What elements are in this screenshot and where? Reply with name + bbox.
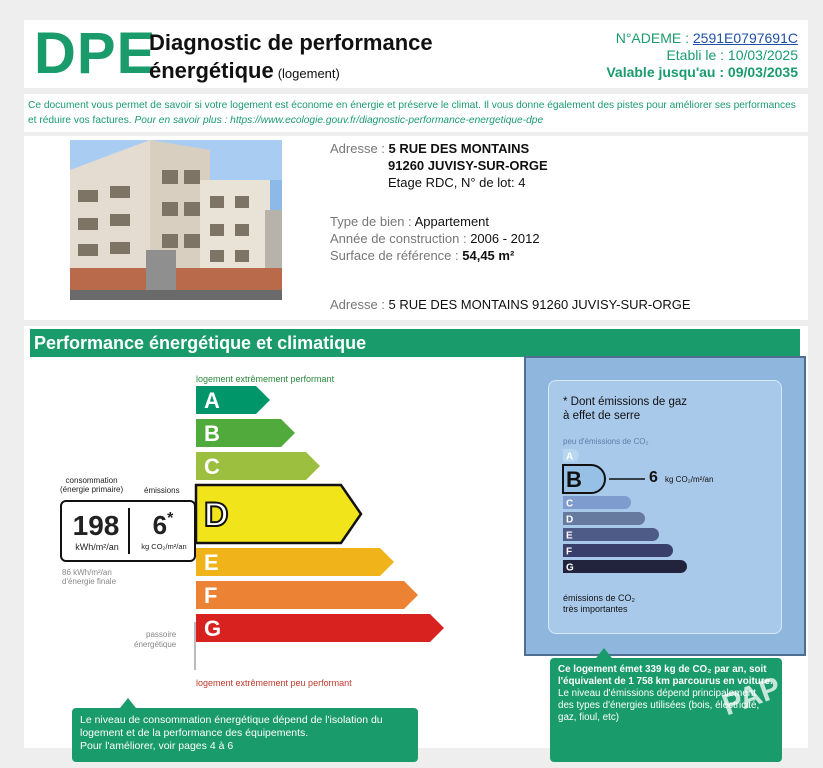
address-label: Adresse : — [330, 141, 389, 156]
energy-letter-e: E — [204, 550, 219, 575]
climate-bar-f — [563, 544, 673, 557]
document-header — [24, 20, 808, 88]
climate-bar-e — [563, 528, 659, 541]
title-line-1: Diagnostic de performance — [149, 30, 433, 55]
annee-row — [330, 230, 691, 247]
finale-line-2: d'énergie finale — [62, 577, 117, 586]
energy-letter-a: A — [204, 388, 220, 413]
climate-letter-b: B — [566, 467, 582, 492]
consommation-value: 198 — [72, 510, 120, 541]
address-line-3: Etage RDC, N° de lot: 4 — [388, 175, 526, 190]
climate-high-label — [563, 593, 635, 615]
watermark: PAP — [717, 670, 786, 723]
left-callout-arrow — [120, 698, 136, 708]
climate-note — [563, 395, 687, 423]
property-info — [24, 136, 808, 320]
surface-row — [330, 247, 691, 264]
top-label: logement extrêmement performant — [196, 374, 335, 384]
right-callout-normal: Le niveau d'émissions dépend principalement des types d'énergies utilisées (bois, électricité, gaz, fioul, etc) — [558, 688, 760, 723]
energy-class-g — [196, 614, 444, 642]
ademe-line — [606, 30, 798, 47]
address-line-2: 91260 JUVISY-SUR-ORGE — [388, 158, 548, 173]
climate-bar-g — [563, 560, 687, 573]
title-line-2 — [149, 58, 340, 84]
climate-note-1: * Dont émissions de gaz — [563, 396, 688, 408]
consommation-label-block — [60, 476, 123, 494]
climate-letter-d: D — [566, 514, 574, 526]
climate-letter-a: A — [566, 451, 574, 463]
address2-row — [330, 296, 691, 313]
right-callout-arrow — [596, 648, 612, 658]
finale-line-1: 86 kWh/m²/an — [62, 568, 112, 577]
surface-value: 54,45 m² — [462, 248, 515, 263]
energy-letter-g: G — [204, 616, 222, 641]
valable-date: Valable jusqu'au : 09/03/2035 — [606, 64, 798, 80]
energy-letter-c: C — [204, 454, 220, 479]
box-divider — [128, 508, 130, 554]
emissions-label: émissions — [144, 486, 180, 495]
ademe-label: N°ADEME : — [615, 30, 693, 46]
address-line-1: 5 RUE DES MONTAINS — [388, 141, 530, 156]
energy-class-e — [196, 548, 394, 576]
ademe-block — [606, 30, 798, 81]
climate-high-2: très importantes — [563, 604, 628, 614]
climate-value: 6 — [649, 469, 658, 486]
right-callout-bold: Ce logement émet 339 kg de CO₂ par an, soit l'équivalent de 1 758 km parcourus en voiture. — [558, 664, 773, 687]
emissions-star: * — [167, 510, 174, 527]
intro-text — [24, 94, 808, 132]
passoire-block — [134, 630, 176, 650]
energy-bar-f — [196, 581, 418, 609]
dpe-logo: DPE — [34, 21, 157, 86]
passoire-line-2: énergétique — [134, 640, 177, 649]
intro-link[interactable]: Pour en savoir plus : https://www.ecologie.gouv.fr/diagnostic-performance-energetique-dpe — [134, 115, 544, 126]
climate-class-b — [563, 465, 645, 493]
climate-letter-g: G — [566, 562, 574, 574]
surface-label: Surface de référence : — [330, 248, 463, 263]
address-line-2-row — [330, 157, 691, 174]
address2-label: Adresse : — [330, 297, 389, 312]
type-value: Appartement — [414, 214, 490, 229]
energy-letter-b: B — [204, 421, 220, 446]
consumption-box — [60, 500, 196, 562]
etabli-date: Etabli le : 10/03/2025 — [666, 47, 798, 63]
energy-letter-d: D — [204, 496, 229, 534]
performance-title: Performance énergétique et climatique — [30, 329, 800, 357]
climate-scale — [559, 449, 779, 589]
climate-letter-e: E — [566, 530, 573, 542]
intro-body: Ce document vous permet de savoir si votre logement est économe en énergie et préserve le climat. Il vous donne également des pistes pour améliorer ses performances et réduire vos factures. — [28, 100, 796, 126]
climate-class-d — [563, 512, 645, 526]
consommation-label: consommation — [65, 476, 118, 485]
climate-note-2: à effet de serre — [563, 410, 641, 422]
climate-bar-d — [563, 512, 645, 525]
climate-high-1: émissions de CO₂ — [563, 593, 636, 603]
building-photo — [70, 140, 282, 300]
consommation-unit: kWh/m²/an — [75, 542, 119, 552]
climate-class-c — [563, 496, 631, 510]
climate-class-g — [563, 560, 687, 574]
energy-class-b — [196, 419, 295, 447]
energy-class-f — [196, 581, 418, 609]
finale-block — [62, 568, 116, 586]
climate-panel — [524, 356, 806, 656]
address2-value: 5 RUE DES MONTAINS 91260 JUVISY-SUR-ORGE — [388, 297, 691, 312]
passoire-bracket — [194, 622, 196, 670]
left-callout-line2: Pour l'améliorer, voir pages 4 à 6 — [80, 740, 234, 752]
left-callout — [72, 708, 418, 762]
climate-class-a — [563, 449, 579, 463]
emissions-unit: kg CO₂/m²/an — [141, 542, 187, 551]
energy-bar-g — [196, 614, 444, 642]
climate-low-label: peu d'émissions de CO₂ — [563, 437, 649, 446]
climate-class-f — [563, 544, 673, 558]
energy-class-a — [196, 386, 270, 414]
annee-value: 2006 - 2012 — [470, 231, 540, 246]
type-label: Type de bien : — [330, 214, 415, 229]
address-row — [330, 140, 691, 157]
consommation-sub: (énergie primaire) — [60, 485, 124, 494]
ademe-number-link[interactable]: 2591E0797691C — [692, 30, 798, 46]
title-small: (logement) — [277, 66, 340, 81]
title-line-2-text: énergétique — [149, 58, 274, 83]
climate-letter-c: C — [566, 498, 574, 510]
emissions-value: 6 — [152, 510, 168, 540]
annee-label: Année de construction : — [330, 231, 471, 246]
bottom-label: logement extrêmement peu performant — [196, 678, 352, 688]
address-line-3-row — [330, 174, 691, 191]
emissions-value-row — [132, 510, 194, 541]
climate-inner — [548, 380, 782, 634]
address-block — [330, 140, 691, 313]
energy-bar-e — [196, 548, 394, 576]
energy-class-d — [196, 485, 361, 543]
climate-letter-f: F — [566, 546, 573, 558]
energy-class-c — [196, 452, 320, 480]
left-callout-text: Le niveau de consommation énergétique dépend de l'isolation du logement et de la performance des équipements. — [80, 714, 383, 739]
type-row — [330, 213, 691, 230]
passoire-line-1: passoire — [146, 630, 177, 639]
energy-letter-f: F — [204, 583, 218, 608]
climate-class-e — [563, 528, 659, 542]
climate-unit: kg CO₂/m²/an — [665, 475, 714, 484]
